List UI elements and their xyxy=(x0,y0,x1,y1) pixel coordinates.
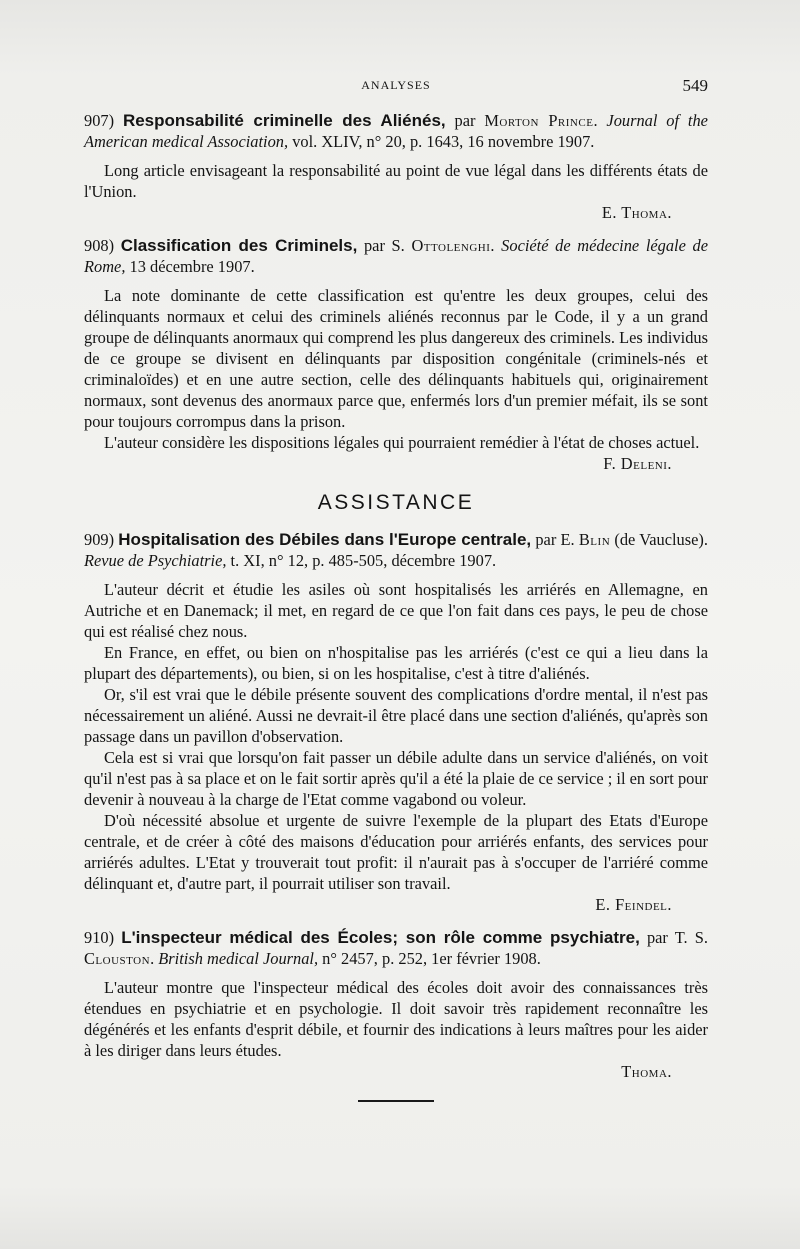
end-rule xyxy=(358,1100,434,1102)
entry-title: Responsabilité criminelle des Aliénés, xyxy=(122,111,446,130)
entry-by: par E. xyxy=(531,530,579,549)
entry-author: Clouston xyxy=(84,949,151,968)
entry-paragraph: Or, s'il est vrai que le débile présente souvent des complications d'ordre mental, il n'est pas nécessairement un aliéné. Aussi ne devrait-il être placé dans une section d'aliénés, qu'après son passage dans un pavillon d'observation. xyxy=(84,685,708,746)
entry-citation: Revue de Psychiatrie, xyxy=(84,551,227,570)
entry-number: 910) xyxy=(84,928,115,947)
entry-details: vol. XLIV, n° 20, p. 1643, 16 novembre 1907. xyxy=(288,132,595,151)
entry-details: 13 décembre 1907. xyxy=(125,257,255,276)
entry-title: Classification des Criminels, xyxy=(120,236,358,255)
entry-by: par S. xyxy=(357,236,412,255)
section-heading: ASSISTANCE xyxy=(317,491,475,514)
entry-details: n° 2457, p. 252, 1er février 1908. xyxy=(318,949,541,968)
entry-title: L'inspecteur médical des Écoles; son rôle comme psychiatre, xyxy=(121,928,640,947)
entry-paragraph: Cela est si vrai que lorsqu'on fait passer un débile adulte dans un service d'aliénés, on voit qu'il n'est pas à sa place et on le fait sortir après qu'il a été la plaie de ce service ; il en sort pour devenir à nouveau à la charge de l'Etat comme vagabond ou voleur. xyxy=(84,748,708,809)
page-content xyxy=(84,110,708,1102)
entry-paragraph: L'auteur décrit et étudie les asiles où sont hospitalisés les arriérés en Allemagne, en Autriche et en Danemack; il met, en regard de ce que l'on fait dans ces pays, le peu de chose qui est réalisé chez nous. xyxy=(84,580,708,641)
entry-citation: Société de médecine légale de Rome, xyxy=(84,236,708,276)
entry-signature: E. Thoma. xyxy=(601,203,672,222)
entry-paragraph: La note dominante de cette classification est qu'entre les deux groupes, celui des délinquants normaux et celui des criminels aliénés reconnus par le Code, il y a un grand groupe de délinquants anormaux qui comprend les plus dangereux des criminels. Les individus de ce groupe se divisent en délinquants par disposition congénitale (criminels-nés et criminaloïdes) et en une autre section, celle des délinquants habituels qui, originairement normaux, sont devenus des anormaux parce que, enfermés lors d'un premier méfait, ils se sont pour toujours corrompus dans la prison. xyxy=(84,286,708,431)
entry-number: 908) xyxy=(84,236,115,255)
entry-number: 909) xyxy=(84,530,115,549)
entry-heading: 907) Responsabilité criminelle des Aliénés, par Morton Prince. Journal of the American medical Association, vol. XLIV, n° 20, p. 1643, 16 novembre 1907. xyxy=(84,111,708,151)
entry-signature: E. Feindel. xyxy=(595,895,672,914)
entry-heading: 910) L'inspecteur médical des Écoles; son rôle comme psychiatre, par T. S. Clouston. British medical Journal, n° 2457, p. 252, 1er février 1908. xyxy=(84,928,708,968)
entry-paragraph: D'où nécessité absolue et urgente de suivre l'exemple de la plupart des Etats d'Europe centrale, et de créer à côté des maisons d'éducation pour arriérés enfants, des services pour arriérés adultes. L'Etat y trouverait tout profit: il n'aurait pas à s'occuper de l'arriéré comme délinquant et, d'autre part, il pourrait utiliser son travail. xyxy=(84,811,708,893)
entry-title: Hospitalisation des Débiles dans l'Europe centrale, xyxy=(118,530,532,549)
entry-909 xyxy=(84,529,708,915)
running-title: ANALYSES xyxy=(361,78,431,92)
entry-citation: British medical Journal, xyxy=(158,949,319,968)
entry-heading: 908) Classification des Criminels, par S. Ottolenghi. Société de médecine légale de Rome, 13 décembre 1907. xyxy=(84,236,708,276)
page-header xyxy=(84,76,708,98)
entry-author: Morton Prince xyxy=(484,111,594,130)
entry-author: Ottolenghi xyxy=(411,236,491,255)
entry-paragraph: Long article envisageant la responsabilité au point de vue légal dans les différents états de l'Union. xyxy=(84,161,708,201)
entry-signature: F. Deleni. xyxy=(603,454,672,473)
entry-heading: 909) Hospitalisation des Débiles dans l'Europe centrale, par E. Blin (de Vaucluse). Revue de Psychiatrie, t. XI, n° 12, p. 485-505, décembre 1907. xyxy=(84,530,708,570)
entry-details: t. XI, n° 12, p. 485-505, décembre 1907. xyxy=(226,551,497,570)
entry-paragraph: En France, en effet, ou bien on n'hospitalise pas les arriérés (c'est ce qui a lieu dans la plupart des départements), ou bien, si on les hospitalise, c'est à titre d'aliénés. xyxy=(84,643,708,683)
entry-910 xyxy=(84,927,708,1082)
page-number: 549 xyxy=(682,76,708,95)
entry-citation: Journal of the American medical Association, xyxy=(84,111,708,151)
entry-by: par xyxy=(445,111,485,130)
entry-907 xyxy=(84,110,708,223)
entry-signature: Thoma. xyxy=(621,1062,672,1081)
entry-number: 907) xyxy=(84,111,115,130)
entry-paragraph: L'auteur montre que l'inspecteur médical des écoles doit avoir des connaissances très étendues en psychiatrie et en psychologie. Il doit savoir très rapidement reconnaître les dégénérés et les enfants d'esprit débile, et fournir des indications à leurs maîtres pour les aider à les diriger dans leurs études. xyxy=(84,978,708,1060)
entry-paragraph: L'auteur considère les dispositions légales qui pourraient remédier à l'état de choses actuel. F. Deleni. xyxy=(104,433,700,473)
entry-author: Blin xyxy=(578,530,611,549)
entry-by: par T. S. xyxy=(639,928,708,947)
entry-908 xyxy=(84,235,708,474)
